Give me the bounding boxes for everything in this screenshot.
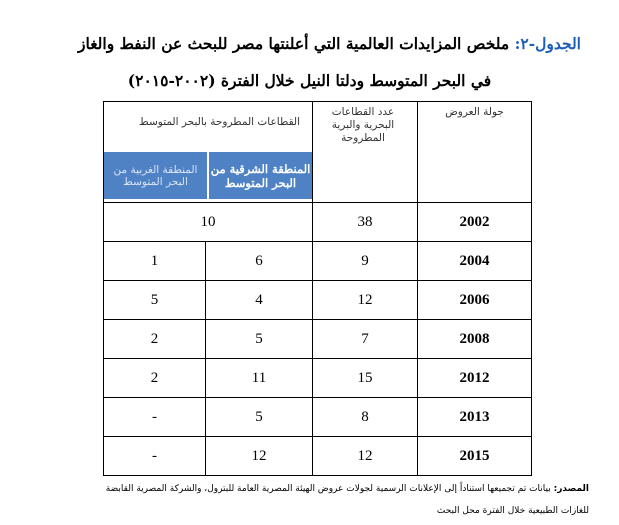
table-caption: [21, 34, 581, 53]
table-row: [104, 242, 532, 281]
cell-year: 2008: [418, 320, 532, 359]
cell-west: 5: [104, 281, 206, 320]
table-row: [104, 398, 532, 437]
subheader-band: [104, 152, 312, 199]
cell-east: 4: [206, 281, 313, 320]
cell-east: 5: [206, 320, 313, 359]
source-line-1: بيانات تم تجميعها استناداً إلى الإعلانات الرسمية لجولات عروض الهيئة المصرية العامة للبترول، والشركة المصرية القابضة: [105, 484, 554, 494]
cell-blocks: 8: [313, 398, 418, 437]
source-label: المصدر:: [553, 484, 589, 494]
cell-blocks: 15: [313, 359, 418, 398]
cell-east-merged: 10: [104, 203, 313, 242]
header-round: [418, 102, 532, 203]
header-round-label: جولة العروض: [445, 106, 504, 118]
cell-west: 2: [104, 359, 206, 398]
table-row: [104, 203, 532, 242]
cell-blocks: 7: [313, 320, 418, 359]
caption-line-2: في البحر المتوسط ودلتا النيل خلال الفترة (٢٠٠٢-٢٠١٥): [127, 71, 492, 90]
bidding-rounds-table: [103, 101, 532, 476]
cell-blocks: 12: [313, 281, 418, 320]
cell-east: 12: [206, 437, 313, 476]
source-line-2: للغازات الطبيعية خلال الفترة محل البحث: [436, 506, 589, 516]
cell-west: -: [104, 437, 206, 476]
table-row: [104, 281, 532, 320]
header-med-blocks-label: القطاعات المطروحة بالبحر المتوسط: [139, 116, 300, 128]
cell-year: 2015: [418, 437, 532, 476]
source-note: [19, 478, 589, 522]
caption-line-1: ملخص المزايدات العالمية التي أعلنتها مصر للبحث عن النفط والغاز: [77, 34, 515, 53]
cell-year: 2002: [418, 203, 532, 242]
cell-blocks: 38: [313, 203, 418, 242]
header-row: [104, 102, 532, 203]
cell-year: 2006: [418, 281, 532, 320]
cell-year: 2013: [418, 398, 532, 437]
cell-west: -: [104, 398, 206, 437]
cell-east: 6: [206, 242, 313, 281]
cell-blocks: 9: [313, 242, 418, 281]
table-row: [104, 359, 532, 398]
cell-blocks: 12: [313, 437, 418, 476]
header-east-med: المنطقة الشرقية من البحر المتوسط: [209, 152, 312, 199]
header-blocks-count: [313, 102, 418, 203]
cell-year: 2012: [418, 359, 532, 398]
cell-west: 1: [104, 242, 206, 281]
cell-east: 11: [206, 359, 313, 398]
cell-year: 2004: [418, 242, 532, 281]
header-med-blocks: [104, 102, 313, 203]
cell-west: 2: [104, 320, 206, 359]
table-row: [104, 437, 532, 476]
header-west-med: المنطقة الغربية من البحر المتوسط: [104, 152, 209, 199]
table-row: [104, 320, 532, 359]
cell-east: 5: [206, 398, 313, 437]
caption-label: الجدول-٢:: [514, 34, 581, 53]
header-blocks-count-label: عدد القطاعات البحرية والبرية المطروحة: [331, 106, 395, 144]
